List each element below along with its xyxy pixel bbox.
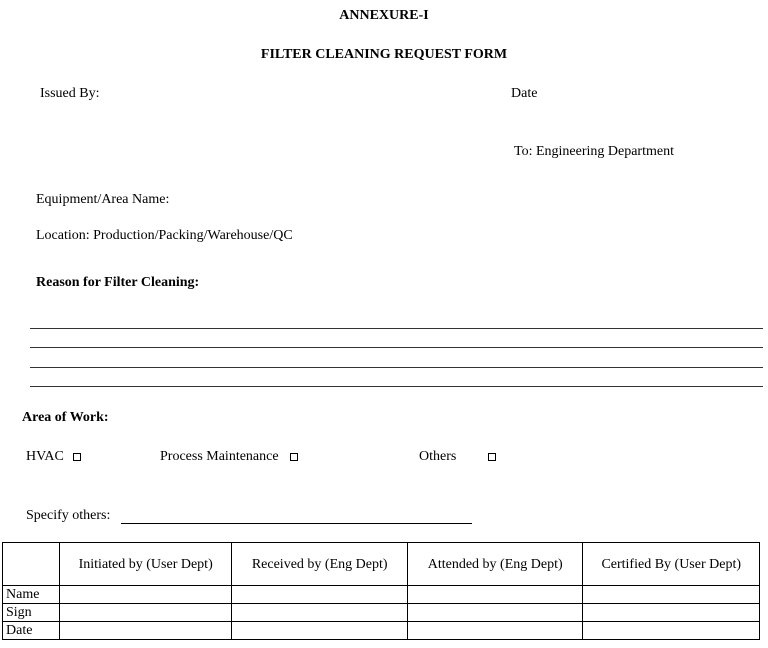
specify-others-field[interactable] xyxy=(121,523,472,524)
hvac-label: HVAC xyxy=(26,449,64,464)
annexure-label: ANNEXURE-I xyxy=(339,8,429,23)
column-header: Attended by (Eng Dept) xyxy=(407,543,583,586)
row-label: Sign xyxy=(3,604,60,622)
table-cell[interactable] xyxy=(59,604,232,622)
table-cell[interactable] xyxy=(407,604,583,622)
reason-line-1[interactable] xyxy=(30,328,763,329)
table-cell[interactable] xyxy=(232,604,408,622)
table-row xyxy=(3,586,760,604)
others-checkbox[interactable] xyxy=(488,453,496,461)
hvac-option xyxy=(26,449,81,465)
column-header xyxy=(3,543,60,586)
equipment-label: Equipment/Area Name: xyxy=(36,192,170,207)
table-cell[interactable] xyxy=(232,622,408,640)
issued-by-label: Issued By: xyxy=(40,86,100,101)
area-of-work-heading: Area of Work: xyxy=(22,410,109,425)
row-label: Name xyxy=(3,586,60,604)
process-maintenance-checkbox[interactable] xyxy=(290,453,298,461)
column-header: Certified By (User Dept) xyxy=(583,543,760,586)
table-cell[interactable] xyxy=(59,586,232,604)
table-header-row xyxy=(3,543,760,586)
process-maintenance-label: Process Maintenance xyxy=(160,449,279,464)
table-cell[interactable] xyxy=(583,586,760,604)
column-header: Initiated by (User Dept) xyxy=(59,543,232,586)
table-cell[interactable] xyxy=(407,622,583,640)
table-cell[interactable] xyxy=(583,604,760,622)
form-title: FILTER CLEANING REQUEST FORM xyxy=(260,47,508,62)
table-row xyxy=(3,622,760,640)
table-cell[interactable] xyxy=(232,586,408,604)
table-row xyxy=(3,604,760,622)
row-label: Date xyxy=(3,622,60,640)
location-label: Location: Production/Packing/Warehouse/QC xyxy=(36,228,293,243)
to-department-label: To: Engineering Department xyxy=(514,144,674,159)
reason-line-3[interactable] xyxy=(30,367,763,368)
hvac-checkbox[interactable] xyxy=(73,453,81,461)
column-header: Received by (Eng Dept) xyxy=(232,543,408,586)
reason-heading: Reason for Filter Cleaning: xyxy=(36,275,200,290)
others-option xyxy=(419,449,496,465)
table-cell[interactable] xyxy=(59,622,232,640)
table-cell[interactable] xyxy=(407,586,583,604)
reason-line-2[interactable] xyxy=(30,347,763,348)
reason-line-4[interactable] xyxy=(30,386,763,387)
approval-table xyxy=(2,542,760,640)
process-maintenance-option xyxy=(160,449,298,465)
specify-others-label: Specify others: xyxy=(26,508,111,523)
table-cell[interactable] xyxy=(583,622,760,640)
date-label: Date xyxy=(511,86,538,101)
others-label: Others xyxy=(419,449,457,464)
